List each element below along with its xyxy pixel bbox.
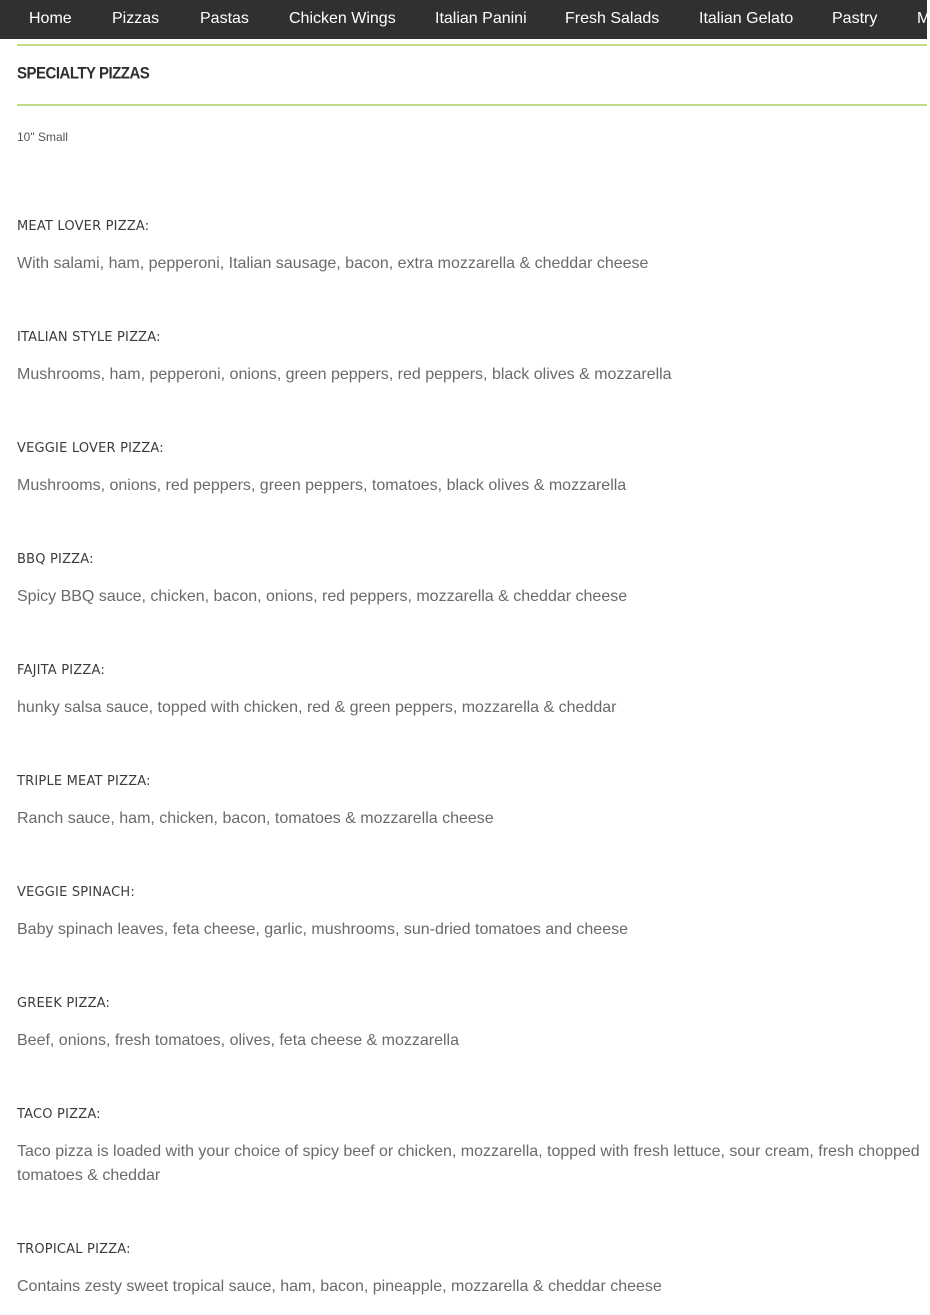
nav-italian-panini-link[interactable]: Italian Panini <box>435 10 527 27</box>
menu-item-name: BBQ PIZZA: <box>17 552 94 567</box>
section-top-divider <box>17 44 927 46</box>
menu-item <box>17 552 922 609</box>
nav-fresh-salads-link[interactable]: Fresh Salads <box>565 10 660 27</box>
nav-pastry-link[interactable]: Pastry <box>832 10 878 27</box>
menu-item-name: GREEK PIZZA: <box>17 996 111 1011</box>
menu-item-name: ITALIAN STYLE PIZZA: <box>17 330 161 345</box>
menu-item-description: hunky salsa sauce, topped with chicken, red & green peppers, mozzarella & cheddar <box>17 699 617 716</box>
nav-italian-gelato-link[interactable]: Italian Gelato <box>699 10 794 27</box>
menu-item-name: VEGGIE LOVER PIZZA: <box>17 441 164 456</box>
menu-item-description: Mushrooms, ham, pepperoni, onions, green peppers, red peppers, black olives & mozzarella <box>17 366 672 383</box>
menu-item <box>17 885 922 942</box>
nav-chicken-wings-link[interactable]: Chicken Wings <box>289 10 396 27</box>
menu-item-name: TRIPLE MEAT PIZZA: <box>17 774 151 789</box>
top-navigation <box>0 0 930 39</box>
menu-item <box>17 330 922 387</box>
nav-pizzas-link[interactable]: Pizzas <box>112 10 160 27</box>
menu-item-name: FAJITA PIZZA: <box>17 663 105 678</box>
menu-item <box>17 1107 922 1188</box>
menu-item <box>17 219 922 276</box>
menu-item-description: Spicy BBQ sauce, chicken, bacon, onions, red peppers, mozzarella & cheddar cheese <box>17 588 628 605</box>
menu-item <box>17 774 922 831</box>
size-note: 10" Small <box>17 130 68 144</box>
menu-item-description: Taco pizza is loaded with your choice of spicy beef or chicken, mozzarella, topped with fresh lettuce, sour cream, fresh chopped tomatoes & cheddar <box>17 1143 920 1184</box>
nav-more-link[interactable]: M <box>917 10 930 27</box>
menu-item <box>17 441 922 498</box>
menu-item-description: Contains zesty sweet tropical sauce, ham, bacon, pineapple, mozzarella & cheddar cheese <box>17 1278 662 1295</box>
menu-item <box>17 1242 922 1299</box>
menu-item-description: Mushrooms, onions, red peppers, green peppers, tomatoes, black olives & mozzarella <box>17 477 627 494</box>
menu-item-name: VEGGIE SPINACH: <box>17 885 135 900</box>
section-bottom-divider <box>17 104 927 106</box>
nav-pastas-link[interactable]: Pastas <box>200 10 249 27</box>
menu-item <box>17 996 922 1053</box>
menu-item-description: Baby spinach leaves, feta cheese, garlic, mushrooms, sun-dried tomatoes and cheese <box>17 921 628 938</box>
menu-item-description: Beef, onions, fresh tomatoes, olives, feta cheese & mozzarella <box>17 1032 460 1049</box>
menu-item-description: Ranch sauce, ham, chicken, bacon, tomatoes & mozzarella cheese <box>17 810 494 827</box>
menu-item-name: TACO PIZZA: <box>17 1107 101 1122</box>
menu-item <box>17 663 922 720</box>
menu-item-description: With salami, ham, pepperoni, Italian sausage, bacon, extra mozzarella & cheddar cheese <box>17 255 649 272</box>
menu-item-name: TROPICAL PIZZA: <box>17 1242 131 1257</box>
nav-home-link[interactable]: Home <box>29 10 72 27</box>
section-title: SPECIALTY PIZZAS <box>17 64 150 83</box>
menu-item-name: MEAT LOVER PIZZA: <box>17 219 150 234</box>
